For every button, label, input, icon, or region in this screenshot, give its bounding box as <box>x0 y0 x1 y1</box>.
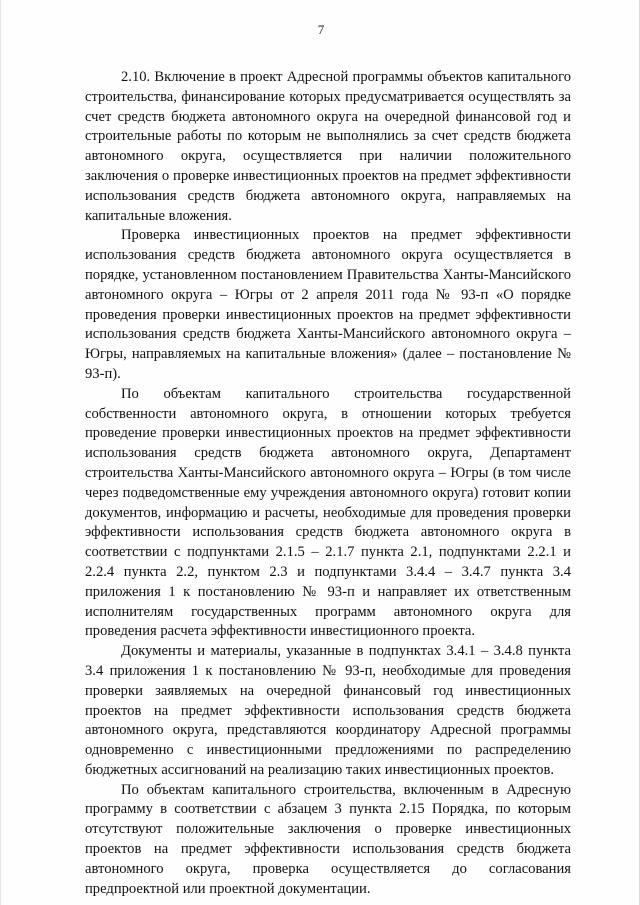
paragraph-included-objects: По объектам капитального строительства, включенным в Адресную программу в соответствии с абзацем 3 пункта 2.15 Порядка, по которым отсутствуют положительные заключения о проверке инвестиционных проектов на предмет эффективности использования средств бюджета автономного округа, проверка осуществляется до согласования предпроектной или проектной документации. <box>85 781 571 897</box>
paragraph-state-property-objects: По объектам капитального строительства государственной собственности автономного округа, в отношении которых требуется проведение проверки инвестиционных проектов на предмет эффективности использования средств бюджета автономного округа, Департамент строительства Ханты-Мансийского автономного округа – Югры (в том числе через подведомственные ему учреждения автономного округа) готовит копии документов, информацию и расчеты, необходимые для проведения проверки эффективности использования средств бюджета автономного округа в соответствии с подпунктами 2.1.5 – 2.1.7 пункта 2.1, подпунктами 2.2.1 и 2.2.4 пункта 2.2, пунктом 2.3 и подпунктами 3.4.4 – 3.4.7 пункта 3.4 приложения 1 к постановлению № 93-п и направляет их ответственным исполнителям государственных программ автономного округа для проведения расчета эффективности инвестиционного проекта. <box>85 385 571 640</box>
document-body <box>85 68 571 899</box>
paragraph-verification-procedure: Проверка инвестиционных проектов на предмет эффективности использования средств бюджета автономного округа осуществляется в порядке, установленном постановлением Правительства Ханты-Мансийского автономного округа – Югры от 2 апреля 2011 года № 93-п «О порядке проведения проверки инвестиционных проектов на предмет эффективности использования средств бюджета Ханты-Мансийского автономного округа – Югры, направляемых на капитальные вложения» (далее – постановление № 93-п). <box>85 227 571 382</box>
paragraph-documents-materials: Документы и материалы, указанные в подпунктах 3.4.1 – 3.4.8 пункта 3.4 приложения 1 к постановлению № 93-п, необходимые для проведения проверки заявляемых на очередной финансовый год инвестиционных проектов на предмет эффективности использования средств бюджета автономного округа, представляются координатору Адресной программы одновременно с инвестиционными предложениями по распределению бюджетных ассигнований на реализацию таких инвестиционных проектов. <box>85 643 571 778</box>
page-number: 7 <box>317 22 325 37</box>
paragraph-2-10: 2.10. Включение в проект Адресной программы объектов капитального строительства, финансирование которых предусматривается осуществлять за счет средств бюджета автономного округа на очередной финансовой год и строительные работы по которым не выполнялись за счет средств бюджета автономного округа, осуществляется при наличии положительного заключения о проверке инвестиционных проектов на предмет эффективности использования средств бюджета автономного округа, направляемых на капитальные вложения. <box>85 69 571 224</box>
